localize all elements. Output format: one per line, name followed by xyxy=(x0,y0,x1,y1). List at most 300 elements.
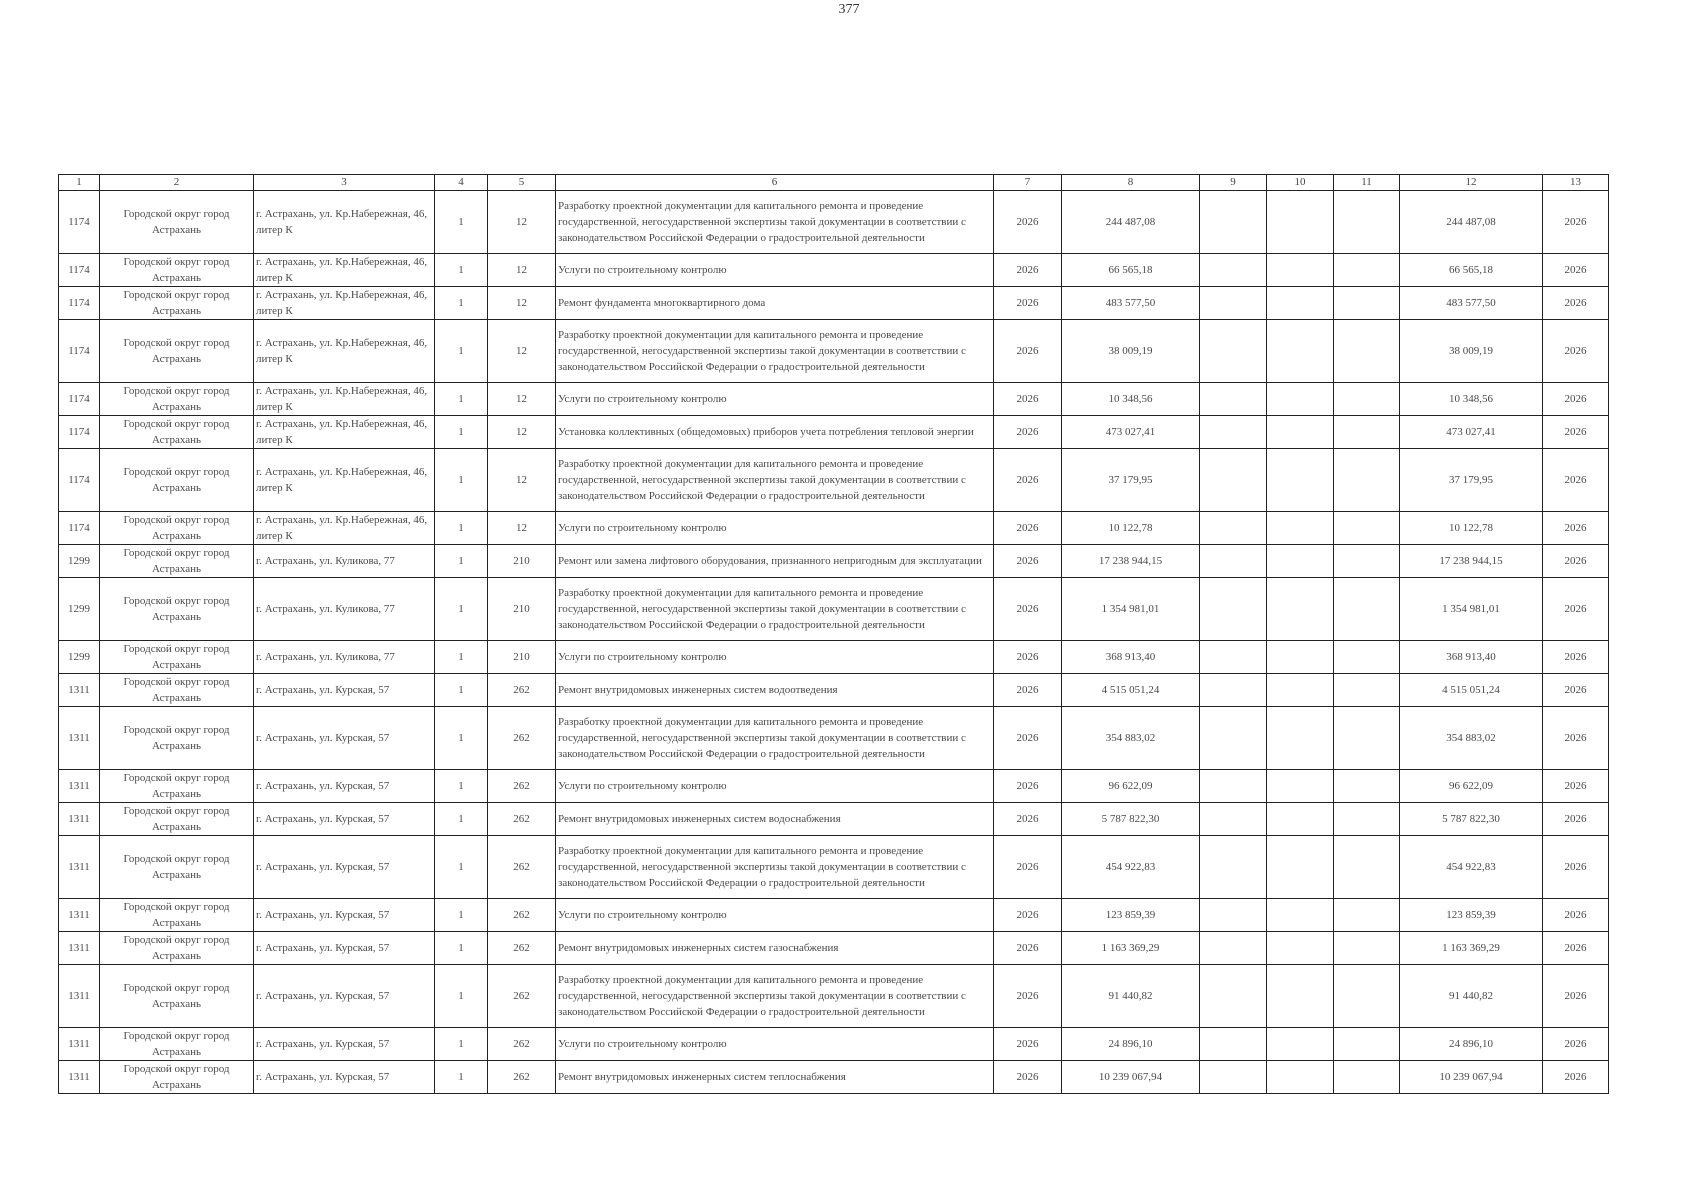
cell-col-11 xyxy=(1334,707,1400,770)
cell-total-cost: 38 009,19 xyxy=(1400,320,1543,383)
cell-work-type: Ремонт или замена лифтового оборудования, признанного непригодным для эксплуатации xyxy=(556,545,994,578)
cell-total-cost: 24 896,10 xyxy=(1400,1028,1543,1061)
cell-col-4: 1 xyxy=(435,578,488,641)
cell-col-9 xyxy=(1200,545,1267,578)
cell-year: 2026 xyxy=(994,416,1062,449)
table-row xyxy=(59,674,1609,707)
table-row xyxy=(59,287,1609,320)
cell-completion-year: 2026 xyxy=(1543,287,1609,320)
cell-col-4: 1 xyxy=(435,707,488,770)
cell-cost: 37 179,95 xyxy=(1062,449,1200,512)
cell-address: г. Астрахань, ул. Курская, 57 xyxy=(254,965,435,1028)
cell-object-id: 1311 xyxy=(59,899,100,932)
cell-total-cost: 1 354 981,01 xyxy=(1400,578,1543,641)
column-header-3: 3 xyxy=(254,175,435,191)
table-row xyxy=(59,932,1609,965)
cell-col-5: 262 xyxy=(488,674,556,707)
cell-total-cost: 4 515 051,24 xyxy=(1400,674,1543,707)
cell-work-type: Ремонт внутридомовых инженерных систем теплоснабжения xyxy=(556,1061,994,1094)
table-row xyxy=(59,383,1609,416)
cell-col-4: 1 xyxy=(435,803,488,836)
table-row xyxy=(59,899,1609,932)
cell-col-11 xyxy=(1334,449,1400,512)
cell-col-5: 262 xyxy=(488,803,556,836)
cell-col-4: 1 xyxy=(435,899,488,932)
cell-year: 2026 xyxy=(994,320,1062,383)
cell-col-10 xyxy=(1267,1028,1334,1061)
cell-address: г. Астрахань, ул. Кр.Набережная, 46, литер К xyxy=(254,287,435,320)
cell-address: г. Астрахань, ул. Кр.Набережная, 46, литер К xyxy=(254,254,435,287)
column-header-12: 12 xyxy=(1400,175,1543,191)
cell-municipality: Городской округ город Астрахань xyxy=(100,899,254,932)
cell-work-type: Разработку проектной документации для капитального ремонта и проведение государственной, негосударственной экспертизы такой документации в соответствии с законодательством Российской Федерации о градостроительной деятельности xyxy=(556,965,994,1028)
cell-col-10 xyxy=(1267,836,1334,899)
cell-object-id: 1311 xyxy=(59,1061,100,1094)
cell-col-9 xyxy=(1200,449,1267,512)
cell-total-cost: 17 238 944,15 xyxy=(1400,545,1543,578)
cell-address: г. Астрахань, ул. Курская, 57 xyxy=(254,1028,435,1061)
cell-col-4: 1 xyxy=(435,770,488,803)
cell-address: г. Астрахань, ул. Курская, 57 xyxy=(254,932,435,965)
cell-work-type: Услуги по строительному контролю xyxy=(556,512,994,545)
table-row xyxy=(59,254,1609,287)
cell-total-cost: 91 440,82 xyxy=(1400,965,1543,1028)
cell-completion-year: 2026 xyxy=(1543,1028,1609,1061)
cell-municipality: Городской округ город Астрахань xyxy=(100,1028,254,1061)
cell-col-10 xyxy=(1267,803,1334,836)
cell-col-11 xyxy=(1334,191,1400,254)
cell-year: 2026 xyxy=(994,899,1062,932)
cell-object-id: 1174 xyxy=(59,383,100,416)
column-number-header-row xyxy=(59,175,1609,191)
cell-year: 2026 xyxy=(994,641,1062,674)
cell-total-cost: 10 122,78 xyxy=(1400,512,1543,545)
cell-object-id: 1311 xyxy=(59,932,100,965)
cell-year: 2026 xyxy=(994,770,1062,803)
table-row xyxy=(59,191,1609,254)
cell-completion-year: 2026 xyxy=(1543,770,1609,803)
cell-col-10 xyxy=(1267,416,1334,449)
cell-col-9 xyxy=(1200,191,1267,254)
cell-col-5: 210 xyxy=(488,545,556,578)
cell-completion-year: 2026 xyxy=(1543,416,1609,449)
table-row xyxy=(59,545,1609,578)
cell-object-id: 1311 xyxy=(59,965,100,1028)
cell-col-4: 1 xyxy=(435,674,488,707)
cell-col-5: 12 xyxy=(488,383,556,416)
column-header-7: 7 xyxy=(994,175,1062,191)
cell-col-10 xyxy=(1267,707,1334,770)
cell-year: 2026 xyxy=(994,512,1062,545)
cell-col-9 xyxy=(1200,641,1267,674)
cell-col-4: 1 xyxy=(435,512,488,545)
cell-object-id: 1174 xyxy=(59,449,100,512)
cell-address: г. Астрахань, ул. Курская, 57 xyxy=(254,836,435,899)
cell-work-type: Ремонт внутридомовых инженерных систем газоснабжения xyxy=(556,932,994,965)
cell-col-11 xyxy=(1334,320,1400,383)
cell-col-5: 262 xyxy=(488,707,556,770)
cell-cost: 354 883,02 xyxy=(1062,707,1200,770)
cell-object-id: 1174 xyxy=(59,416,100,449)
cell-cost: 473 027,41 xyxy=(1062,416,1200,449)
cell-total-cost: 10 239 067,94 xyxy=(1400,1061,1543,1094)
cell-col-10 xyxy=(1267,512,1334,545)
cell-col-4: 1 xyxy=(435,641,488,674)
cell-col-5: 12 xyxy=(488,416,556,449)
cell-municipality: Городской округ город Астрахань xyxy=(100,254,254,287)
cell-col-9 xyxy=(1200,287,1267,320)
cell-col-4: 1 xyxy=(435,383,488,416)
cell-object-id: 1311 xyxy=(59,836,100,899)
cell-completion-year: 2026 xyxy=(1543,641,1609,674)
cell-col-11 xyxy=(1334,932,1400,965)
cell-cost: 96 622,09 xyxy=(1062,770,1200,803)
cell-address: г. Астрахань, ул. Куликова, 77 xyxy=(254,578,435,641)
column-header-8: 8 xyxy=(1062,175,1200,191)
cell-municipality: Городской округ город Астрахань xyxy=(100,191,254,254)
cell-col-11 xyxy=(1334,512,1400,545)
cell-col-10 xyxy=(1267,1061,1334,1094)
cell-col-5: 262 xyxy=(488,770,556,803)
cell-cost: 5 787 822,30 xyxy=(1062,803,1200,836)
cell-col-9 xyxy=(1200,707,1267,770)
cell-col-9 xyxy=(1200,770,1267,803)
cell-col-11 xyxy=(1334,254,1400,287)
cell-cost: 10 122,78 xyxy=(1062,512,1200,545)
cell-col-4: 1 xyxy=(435,836,488,899)
cell-col-10 xyxy=(1267,932,1334,965)
cell-address: г. Астрахань, ул. Кр.Набережная, 46, литер К xyxy=(254,191,435,254)
cell-col-10 xyxy=(1267,254,1334,287)
cell-col-4: 1 xyxy=(435,545,488,578)
cell-cost: 1 163 369,29 xyxy=(1062,932,1200,965)
cell-address: г. Астрахань, ул. Куликова, 77 xyxy=(254,641,435,674)
cell-col-10 xyxy=(1267,287,1334,320)
cell-col-4: 1 xyxy=(435,320,488,383)
cell-completion-year: 2026 xyxy=(1543,674,1609,707)
cell-col-5: 262 xyxy=(488,899,556,932)
cell-col-4: 1 xyxy=(435,287,488,320)
cell-total-cost: 473 027,41 xyxy=(1400,416,1543,449)
cell-col-9 xyxy=(1200,674,1267,707)
cell-municipality: Городской округ город Астрахань xyxy=(100,416,254,449)
cell-col-11 xyxy=(1334,578,1400,641)
cell-year: 2026 xyxy=(994,578,1062,641)
cell-col-5: 262 xyxy=(488,1061,556,1094)
cell-year: 2026 xyxy=(994,254,1062,287)
cell-col-9 xyxy=(1200,254,1267,287)
table-row xyxy=(59,965,1609,1028)
cell-year: 2026 xyxy=(994,449,1062,512)
cell-col-5: 12 xyxy=(488,512,556,545)
table-row xyxy=(59,512,1609,545)
cell-col-4: 1 xyxy=(435,254,488,287)
cell-object-id: 1311 xyxy=(59,1028,100,1061)
cell-municipality: Городской округ город Астрахань xyxy=(100,641,254,674)
cell-cost: 91 440,82 xyxy=(1062,965,1200,1028)
cell-cost: 1 354 981,01 xyxy=(1062,578,1200,641)
cell-year: 2026 xyxy=(994,836,1062,899)
cell-municipality: Городской округ город Астрахань xyxy=(100,836,254,899)
table-row xyxy=(59,836,1609,899)
cell-work-type: Услуги по строительному контролю xyxy=(556,770,994,803)
cell-col-5: 210 xyxy=(488,641,556,674)
column-header-4: 4 xyxy=(435,175,488,191)
cell-cost: 123 859,39 xyxy=(1062,899,1200,932)
cell-col-11 xyxy=(1334,1028,1400,1061)
cell-total-cost: 5 787 822,30 xyxy=(1400,803,1543,836)
cell-completion-year: 2026 xyxy=(1543,191,1609,254)
cell-object-id: 1299 xyxy=(59,641,100,674)
cell-cost: 368 913,40 xyxy=(1062,641,1200,674)
cell-cost: 244 487,08 xyxy=(1062,191,1200,254)
cell-col-11 xyxy=(1334,965,1400,1028)
cell-completion-year: 2026 xyxy=(1543,932,1609,965)
cell-year: 2026 xyxy=(994,383,1062,416)
cell-col-10 xyxy=(1267,578,1334,641)
table-row xyxy=(59,416,1609,449)
cell-col-4: 1 xyxy=(435,965,488,1028)
cell-municipality: Городской округ город Астрахань xyxy=(100,965,254,1028)
cell-object-id: 1174 xyxy=(59,287,100,320)
cell-object-id: 1311 xyxy=(59,707,100,770)
cell-col-9 xyxy=(1200,932,1267,965)
cell-address: г. Астрахань, ул. Курская, 57 xyxy=(254,707,435,770)
cell-municipality: Городской округ город Астрахань xyxy=(100,545,254,578)
cell-work-type: Услуги по строительному контролю xyxy=(556,899,994,932)
cell-municipality: Городской округ город Астрахань xyxy=(100,803,254,836)
cell-completion-year: 2026 xyxy=(1543,836,1609,899)
cell-work-type: Разработку проектной документации для капитального ремонта и проведение государственной, негосударственной экспертизы такой документации в соответствии с законодательством Российской Федерации о градостроительной деятельности xyxy=(556,836,994,899)
cell-work-type: Услуги по строительному контролю xyxy=(556,1028,994,1061)
cell-address: г. Астрахань, ул. Курская, 57 xyxy=(254,899,435,932)
cell-col-4: 1 xyxy=(435,191,488,254)
column-header-5: 5 xyxy=(488,175,556,191)
cell-col-5: 262 xyxy=(488,965,556,1028)
cell-year: 2026 xyxy=(994,1061,1062,1094)
table-row xyxy=(59,803,1609,836)
cell-col-10 xyxy=(1267,449,1334,512)
cell-col-11 xyxy=(1334,803,1400,836)
capital-repair-table xyxy=(58,174,1609,1094)
cell-work-type: Ремонт внутридомовых инженерных систем водоотведения xyxy=(556,674,994,707)
cell-cost: 24 896,10 xyxy=(1062,1028,1200,1061)
cell-address: г. Астрахань, ул. Курская, 57 xyxy=(254,770,435,803)
cell-municipality: Городской округ город Астрахань xyxy=(100,287,254,320)
cell-address: г. Астрахань, ул. Кр.Набережная, 46, литер К xyxy=(254,449,435,512)
cell-col-10 xyxy=(1267,191,1334,254)
cell-col-11 xyxy=(1334,383,1400,416)
cell-col-4: 1 xyxy=(435,1061,488,1094)
page-number: 377 xyxy=(838,2,860,17)
cell-total-cost: 244 487,08 xyxy=(1400,191,1543,254)
cell-col-9 xyxy=(1200,1028,1267,1061)
cell-work-type: Услуги по строительному контролю xyxy=(556,383,994,416)
table-row xyxy=(59,449,1609,512)
cell-col-11 xyxy=(1334,416,1400,449)
cell-completion-year: 2026 xyxy=(1543,320,1609,383)
cell-work-type: Ремонт фундамента многоквартирного дома xyxy=(556,287,994,320)
cell-col-10 xyxy=(1267,674,1334,707)
cell-col-9 xyxy=(1200,383,1267,416)
cell-col-10 xyxy=(1267,899,1334,932)
cell-address: г. Астрахань, ул. Курская, 57 xyxy=(254,674,435,707)
cell-municipality: Городской округ город Астрахань xyxy=(100,674,254,707)
cell-col-5: 12 xyxy=(488,320,556,383)
cell-total-cost: 454 922,83 xyxy=(1400,836,1543,899)
cell-col-9 xyxy=(1200,512,1267,545)
cell-col-5: 262 xyxy=(488,836,556,899)
cell-completion-year: 2026 xyxy=(1543,383,1609,416)
cell-col-9 xyxy=(1200,899,1267,932)
cell-col-11 xyxy=(1334,287,1400,320)
cell-cost: 4 515 051,24 xyxy=(1062,674,1200,707)
cell-work-type: Разработку проектной документации для капитального ремонта и проведение государственной, негосударственной экспертизы такой документации в соответствии с законодательством Российской Федерации о градостроительной деятельности xyxy=(556,320,994,383)
cell-municipality: Городской округ город Астрахань xyxy=(100,1061,254,1094)
column-header-2: 2 xyxy=(100,175,254,191)
cell-year: 2026 xyxy=(994,803,1062,836)
cell-col-4: 1 xyxy=(435,1028,488,1061)
cell-col-5: 12 xyxy=(488,254,556,287)
cell-col-5: 262 xyxy=(488,1028,556,1061)
cell-work-type: Установка коллективных (общедомовых) приборов учета потребления тепловой энергии xyxy=(556,416,994,449)
column-header-13: 13 xyxy=(1543,175,1609,191)
cell-col-9 xyxy=(1200,1061,1267,1094)
table-row xyxy=(59,707,1609,770)
cell-col-4: 1 xyxy=(435,932,488,965)
column-header-9: 9 xyxy=(1200,175,1267,191)
cell-col-5: 210 xyxy=(488,578,556,641)
cell-year: 2026 xyxy=(994,932,1062,965)
cell-col-9 xyxy=(1200,965,1267,1028)
cell-col-10 xyxy=(1267,383,1334,416)
cell-completion-year: 2026 xyxy=(1543,449,1609,512)
cell-completion-year: 2026 xyxy=(1543,707,1609,770)
cell-year: 2026 xyxy=(994,707,1062,770)
cell-year: 2026 xyxy=(994,674,1062,707)
cell-municipality: Городской округ город Астрахань xyxy=(100,449,254,512)
column-header-6: 6 xyxy=(556,175,994,191)
cell-address: г. Астрахань, ул. Кр.Набережная, 46, литер К xyxy=(254,320,435,383)
cell-completion-year: 2026 xyxy=(1543,965,1609,1028)
cell-col-10 xyxy=(1267,545,1334,578)
cell-object-id: 1174 xyxy=(59,191,100,254)
cell-col-5: 12 xyxy=(488,191,556,254)
cell-municipality: Городской округ город Астрахань xyxy=(100,512,254,545)
cell-object-id: 1174 xyxy=(59,512,100,545)
table-row xyxy=(59,641,1609,674)
cell-municipality: Городской округ город Астрахань xyxy=(100,383,254,416)
cell-year: 2026 xyxy=(994,191,1062,254)
cell-object-id: 1174 xyxy=(59,254,100,287)
cell-completion-year: 2026 xyxy=(1543,1061,1609,1094)
cell-cost: 66 565,18 xyxy=(1062,254,1200,287)
cell-object-id: 1174 xyxy=(59,320,100,383)
column-header-10: 10 xyxy=(1267,175,1334,191)
cell-col-11 xyxy=(1334,545,1400,578)
cell-object-id: 1299 xyxy=(59,578,100,641)
cell-total-cost: 37 179,95 xyxy=(1400,449,1543,512)
cell-col-5: 12 xyxy=(488,449,556,512)
table-row xyxy=(59,320,1609,383)
cell-year: 2026 xyxy=(994,965,1062,1028)
cell-address: г. Астрахань, ул. Кр.Набережная, 46, литер К xyxy=(254,383,435,416)
table-row xyxy=(59,578,1609,641)
cell-municipality: Городской округ город Астрахань xyxy=(100,707,254,770)
cell-address: г. Астрахань, ул. Кр.Набережная, 46, литер К xyxy=(254,416,435,449)
cell-completion-year: 2026 xyxy=(1543,254,1609,287)
table-row xyxy=(59,1061,1609,1094)
cell-col-4: 1 xyxy=(435,449,488,512)
cell-total-cost: 123 859,39 xyxy=(1400,899,1543,932)
cell-municipality: Городской округ город Астрахань xyxy=(100,770,254,803)
cell-col-11 xyxy=(1334,836,1400,899)
cell-object-id: 1311 xyxy=(59,770,100,803)
cell-work-type: Разработку проектной документации для капитального ремонта и проведение государственной, негосударственной экспертизы такой документации в соответствии с законодательством Российской Федерации о градостроительной деятельности xyxy=(556,449,994,512)
cell-address: г. Астрахань, ул. Курская, 57 xyxy=(254,1061,435,1094)
cell-total-cost: 1 163 369,29 xyxy=(1400,932,1543,965)
cell-col-9 xyxy=(1200,320,1267,383)
cell-col-11 xyxy=(1334,641,1400,674)
cell-completion-year: 2026 xyxy=(1543,899,1609,932)
cell-work-type: Услуги по строительному контролю xyxy=(556,254,994,287)
cell-work-type: Услуги по строительному контролю xyxy=(556,641,994,674)
cell-completion-year: 2026 xyxy=(1543,578,1609,641)
cell-year: 2026 xyxy=(994,1028,1062,1061)
cell-work-type: Разработку проектной документации для капитального ремонта и проведение государственной, негосударственной экспертизы такой документации в соответствии с законодательством Российской Федерации о градостроительной деятельности xyxy=(556,191,994,254)
cell-col-5: 262 xyxy=(488,932,556,965)
cell-col-10 xyxy=(1267,641,1334,674)
cell-cost: 17 238 944,15 xyxy=(1062,545,1200,578)
cell-work-type: Разработку проектной документации для капитального ремонта и проведение государственной, негосударственной экспертизы такой документации в соответствии с законодательством Российской Федерации о градостроительной деятельности xyxy=(556,578,994,641)
cell-col-10 xyxy=(1267,320,1334,383)
cell-total-cost: 483 577,50 xyxy=(1400,287,1543,320)
cell-col-10 xyxy=(1267,770,1334,803)
cell-cost: 483 577,50 xyxy=(1062,287,1200,320)
cell-address: г. Астрахань, ул. Курская, 57 xyxy=(254,803,435,836)
cell-total-cost: 96 622,09 xyxy=(1400,770,1543,803)
cell-municipality: Городской округ город Астрахань xyxy=(100,932,254,965)
cell-col-9 xyxy=(1200,836,1267,899)
cell-address: г. Астрахань, ул. Куликова, 77 xyxy=(254,545,435,578)
cell-total-cost: 66 565,18 xyxy=(1400,254,1543,287)
cell-col-9 xyxy=(1200,803,1267,836)
cell-object-id: 1311 xyxy=(59,674,100,707)
cell-object-id: 1299 xyxy=(59,545,100,578)
cell-work-type: Ремонт внутридомовых инженерных систем водоснабжения xyxy=(556,803,994,836)
cell-year: 2026 xyxy=(994,287,1062,320)
cell-col-10 xyxy=(1267,965,1334,1028)
cell-completion-year: 2026 xyxy=(1543,512,1609,545)
cell-total-cost: 368 913,40 xyxy=(1400,641,1543,674)
table-row xyxy=(59,1028,1609,1061)
cell-year: 2026 xyxy=(994,545,1062,578)
column-header-11: 11 xyxy=(1334,175,1400,191)
cell-completion-year: 2026 xyxy=(1543,803,1609,836)
cell-completion-year: 2026 xyxy=(1543,545,1609,578)
cell-col-5: 12 xyxy=(488,287,556,320)
cell-col-4: 1 xyxy=(435,416,488,449)
cell-col-9 xyxy=(1200,578,1267,641)
cell-cost: 10 239 067,94 xyxy=(1062,1061,1200,1094)
table-row xyxy=(59,770,1609,803)
cell-municipality: Городской округ город Астрахань xyxy=(100,320,254,383)
cell-total-cost: 10 348,56 xyxy=(1400,383,1543,416)
cell-municipality: Городской округ город Астрахань xyxy=(100,578,254,641)
cell-object-id: 1311 xyxy=(59,803,100,836)
cell-total-cost: 354 883,02 xyxy=(1400,707,1543,770)
cell-cost: 10 348,56 xyxy=(1062,383,1200,416)
